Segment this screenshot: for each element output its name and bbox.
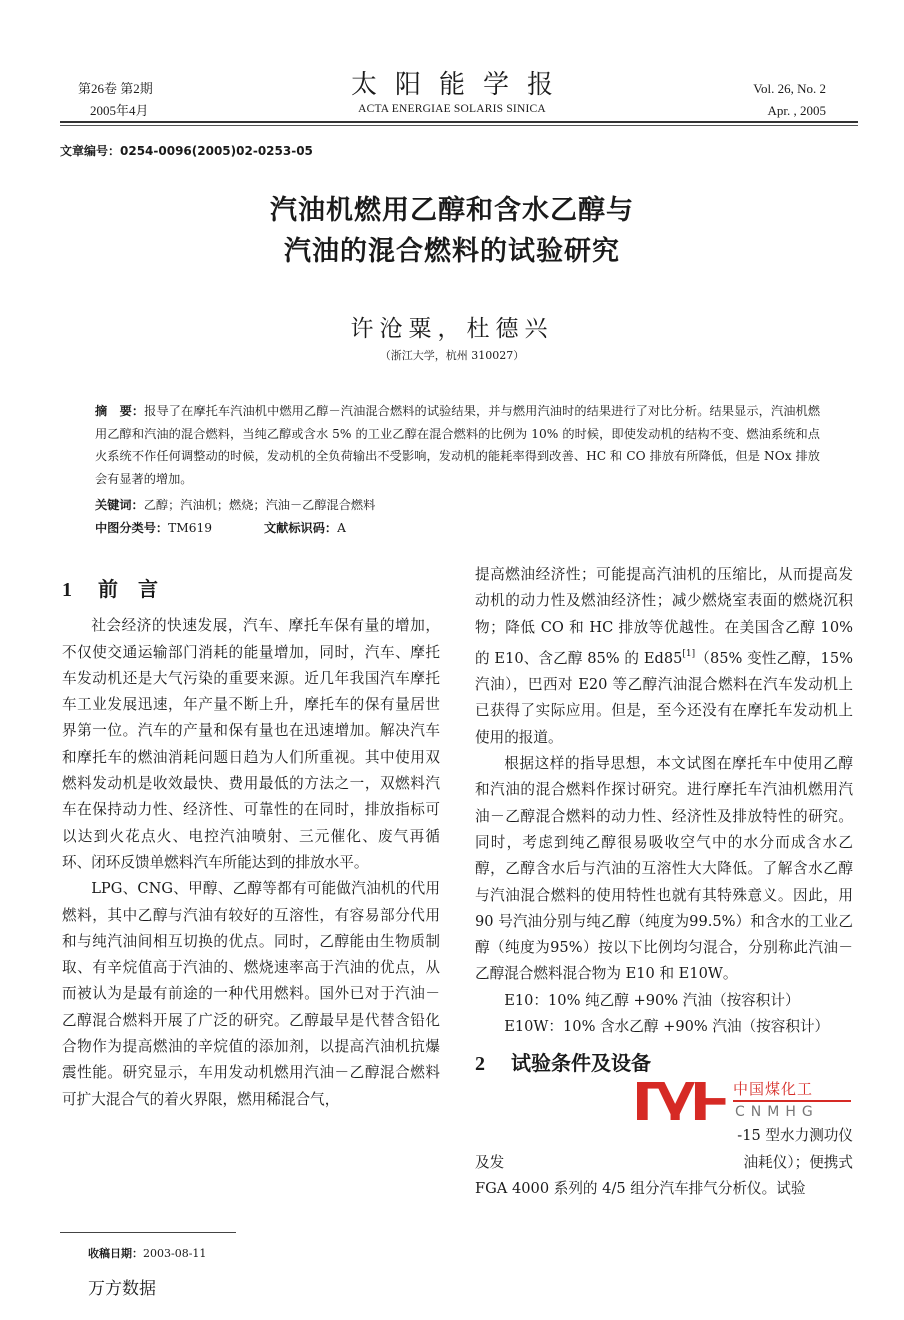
- abstract-text: 报导了在摩托车汽油机中燃用乙醇－汽油混合燃料的试验结果，并与燃用汽油时的结果进行了对比分析。结果显示，汽油机燃用乙醇和汽油的混合燃料，当纯乙醇或含水 5% 的工业乙醇在混合燃料的比例为 10% 的时候，即使发动机的结构不变、燃油系统和点火系统不作任何调整动的时候，发动机的全负荷输出不受影响，发动机的能耗率得到改善、HC 和 CO 排放有所降低，但是 NOx 排放会有显著的增加。: [95, 404, 821, 486]
- continuation-text: 提高燃油经济性；可能提高汽油机的压缩比，从而提高发动机的动力性及燃油经济性；减少燃烧室表面的燃烧沉积物；降低 CO 和 HC 排放等优越性。在美国含乙醇 10% 的 E10、含乙醇 85% 的 Ed85: [475, 566, 853, 667]
- cnmhg-watermark-logo: [637, 1080, 853, 1122]
- line-2-head: 及发: [475, 1153, 505, 1171]
- logo-text-en: CNMHG: [735, 1104, 819, 1121]
- logo-row: [475, 1079, 853, 1123]
- date-en: Apr. , 2005: [767, 103, 826, 118]
- doc-code-value: A: [337, 521, 346, 535]
- title-line-1: 汽油机燃用乙醇和含水乙醇与: [270, 195, 634, 226]
- citation-1[interactable]: [1]: [682, 648, 696, 659]
- received-value: 2003-08-11: [143, 1247, 207, 1260]
- date-cn: 2005年4月: [90, 103, 149, 118]
- section-1-number: 1: [62, 579, 72, 601]
- article-number: 文章编号：0254-0096(2005)02-0253-05: [60, 144, 313, 158]
- right-paragraph-2: 根据这样的指导思想，本文试图在摩托车中使用乙醇和汽油的混合燃料作探讨研究。进行摩托车汽油机燃用汽油－乙醇混合燃料的动力性、经济性及排放特性的研究。同时，考虑到纯乙醇很易吸收空气中的水分而成含水乙醇，乙醇含水后与汽油的互溶性大大降低。了解含水乙醇与汽油混合燃料的使用特性也就有其特殊意义。因此，用 90 号汽油分别与纯乙醇（纯度为99.5%）和含水的工业乙醇（纯度为95%）按以下比例均匀混合，分别称此汽油－乙醇混合燃料混合物为 E10 和 E10W。: [475, 755, 853, 983]
- journal-name-en: ACTA ENERGIAE SOLARIS SINICA: [358, 103, 546, 115]
- footnote-rule: [60, 1232, 236, 1233]
- volume-issue-en: Vol. 26, No. 2: [753, 81, 826, 96]
- paper-title: [120, 190, 784, 272]
- section-2-line-3: FGA 4000 系列的 4/5 组分汽车排气分析仪。试验: [475, 1179, 806, 1197]
- section-1-heading: [62, 576, 440, 603]
- section-2-title: 试验条件及设备: [511, 1051, 651, 1076]
- clc-value: TM619: [168, 521, 212, 535]
- section-2-line-2: [475, 1150, 853, 1176]
- header-right: [753, 78, 826, 122]
- section-1-paragraph-1: 社会经济的快速发展，汽车、摩托车保有量的增加，不仅使交通运输部门消耗的能量增加，同时，汽车、摩托车发动机还是大气污染的重要来源。近几年我国汽车摩托车工业发展迅速，年产量不断上升，摩托车的保有量居世界第一位。汽车的产量和保有量也在迅速增加。解决汽车和摩托车的燃油消耗问题日趋为人们所重视。其中使用双燃料发动机是收效最快、费用最低的方法之一，双燃料汽车在保持动力性、经济性、可靠性的在同时，排放指标可以达到火花点火、电控汽油喷射、三元催化、废气再循环、闭环反馈单燃料汽车所能达到的排放水平。: [62, 617, 440, 871]
- header-rule-thin: [60, 125, 858, 126]
- doc-code-label: 文献标识码：: [264, 521, 338, 535]
- abstract-label: 摘 要：: [95, 404, 145, 418]
- abstract: [95, 400, 820, 490]
- volume-issue-cn: 第26卷 第2期: [78, 81, 153, 96]
- mh-logo-icon: [637, 1082, 727, 1120]
- section-2-heading: [475, 1048, 853, 1079]
- keywords-text: 乙醇；汽油机；燃烧；汽油－乙醇混合燃料: [143, 498, 376, 512]
- formula-e10w: E10W：10% 含水乙醇 +90% 汽油（按容积计）: [504, 1018, 830, 1036]
- classification: [95, 519, 346, 536]
- line-1-tail: -15 型水力测功仪: [737, 1127, 853, 1145]
- title-line-2: 汽油的混合燃料的试验研究: [284, 236, 620, 267]
- logo-text-cn: 中国煤化工: [733, 1080, 814, 1099]
- formula-e10: E10：10% 纯乙醇 +90% 汽油（按容积计）: [504, 991, 800, 1009]
- clc-label: 中图分类号：: [95, 521, 169, 535]
- received-date: [88, 1245, 206, 1261]
- section-1-title: 前 言: [98, 577, 158, 601]
- header-left: [78, 78, 153, 122]
- right-column: [475, 562, 853, 1202]
- continuation-text-2: （85% 变性乙醇，15% 汽油），巴西对 E20 等乙醇汽油混合燃料在汽车发动机上已获得了实际应用。但是，至今还没有在摩托车发动机上使用的报道。: [475, 649, 853, 746]
- header-rule-thick: [60, 121, 858, 123]
- journal-masthead: [280, 70, 624, 118]
- affiliation: （浙江大学，杭州 310027）: [379, 349, 525, 362]
- source-mark: 万方数据: [88, 1279, 156, 1299]
- section-1-paragraph-2: LPG、CNG、甲醇、乙醇等都有可能做汽油机的代用燃料，其中乙醇与汽油有较好的互溶性，有容易部分代用和与纯汽油间相互切换的优点。同时，乙醇能由生物质制取、有辛烷值高于汽油的、燃烧速率高于汽油的优点，从而被认为是最有前途的一种代用燃料。国外已对于汽油－乙醇混合燃料开展了广泛的研究。乙醇最早是代替含铅化合物作为提高燃油的辛烷值的添加剂，以提高汽油机抗爆震性能。研究显示，车用发动机燃用汽油－乙醇混合燃料可扩大混合气的着火界限，燃用稀混合气，: [62, 880, 440, 1108]
- right-continuation: [475, 562, 853, 751]
- left-column: [62, 576, 440, 1113]
- keywords: [95, 496, 375, 513]
- journal-name-cn: 太阳能学报: [350, 70, 571, 100]
- authors: 许沧粟，杜德兴: [350, 316, 554, 342]
- line-2-tail: 油耗仪）；便携式: [743, 1153, 853, 1171]
- section-2-number: 2: [475, 1053, 485, 1076]
- received-label: 收稿日期：: [88, 1247, 143, 1260]
- keywords-label: 关键词：: [95, 498, 144, 512]
- section-2-line-1: [475, 1123, 853, 1149]
- logo-divider: [733, 1100, 851, 1102]
